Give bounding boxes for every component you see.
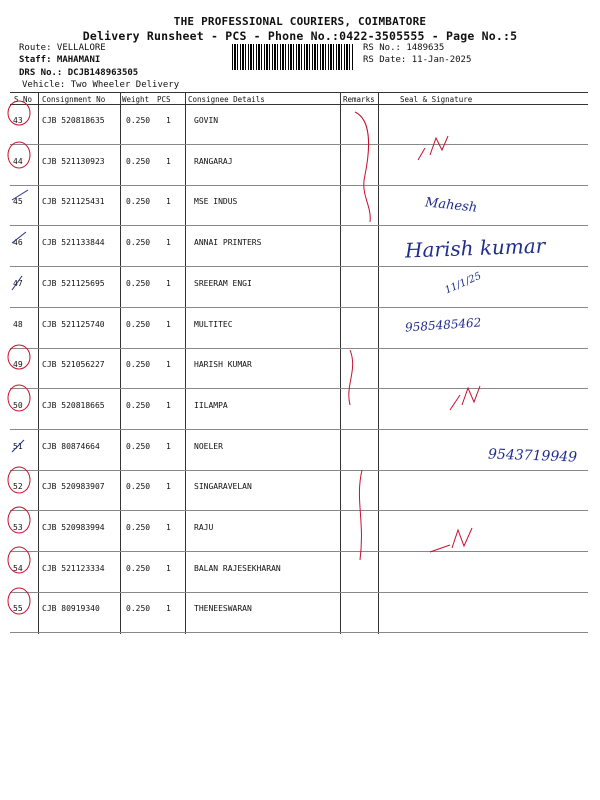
table-row xyxy=(10,267,588,308)
handwritten-date: 11/1/25 xyxy=(443,270,484,297)
consignment-number-cell: CJB 521123334 xyxy=(42,563,105,573)
company-title: THE PROFESSIONAL COURIERS, COIMBATORE xyxy=(173,15,427,28)
serial-number-cell: 45 xyxy=(13,197,23,207)
runsheet-subtitle: Delivery Runsheet - PCS - Phone No.:0422-3505555 - Page No.:5 xyxy=(82,29,518,43)
pcs-cell: 1 xyxy=(166,523,171,532)
serial-number-cell: 55 xyxy=(13,604,23,614)
weight-cell: 0.250 xyxy=(126,116,151,125)
barcode xyxy=(232,44,354,70)
consignee-name-cell: THENEESWARAN xyxy=(194,604,252,614)
weight-cell: 0.250 xyxy=(126,523,151,532)
weight-cell: 0.250 xyxy=(126,156,151,166)
serial-number-cell: 50 xyxy=(13,400,23,410)
consignment-number-cell: CJB 80874664 xyxy=(42,441,100,451)
handwritten-phone: 9543719949 xyxy=(487,446,578,466)
table-row xyxy=(10,389,588,430)
consignment-number-cell: CJB 520818665 xyxy=(42,400,105,410)
weight-cell: 0.250 xyxy=(126,441,151,451)
pcs-cell: 1 xyxy=(166,238,171,248)
col-sno-header: S No xyxy=(14,95,33,104)
consignment-number-cell: CJB 521125431 xyxy=(42,197,105,207)
table-row xyxy=(10,308,588,349)
route-label: Route: VELLALORE xyxy=(19,43,106,53)
consignment-number-cell: CJB 80919340 xyxy=(42,604,100,614)
pcs-cell: 1 xyxy=(166,116,171,125)
consignment-number-cell: CJB 520983994 xyxy=(42,523,105,532)
staff-label: Staff: MAHAMANI xyxy=(19,55,101,65)
rs-number: RS No.: 1489635 xyxy=(363,43,445,53)
col-seal-header: Seal & Signature xyxy=(400,95,473,104)
table-row xyxy=(10,185,588,226)
pcs-cell: 1 xyxy=(166,563,171,573)
consignee-name-cell: BALAN RAJESEKHARAN xyxy=(194,563,281,573)
consignment-number-cell: CJB 521125695 xyxy=(42,278,105,288)
pcs-cell: 1 xyxy=(166,319,171,329)
consignee-name-cell: IILAMPA xyxy=(194,400,228,410)
consignee-name-cell: SINGARAVELAN xyxy=(194,482,252,492)
consignee-name-cell: NOELER xyxy=(194,441,223,451)
handwritten-note: Mahesh xyxy=(424,195,478,216)
consignment-number-cell: CJB 520983907 xyxy=(42,482,105,492)
consignee-name-cell: GOVIN xyxy=(194,116,219,125)
weight-cell: 0.250 xyxy=(126,604,151,614)
weight-cell: 0.250 xyxy=(126,563,151,573)
table-row xyxy=(10,145,588,186)
pcs-cell: 1 xyxy=(166,604,171,614)
col-pcs-header: PCS xyxy=(157,95,171,104)
serial-number-cell: 49 xyxy=(13,360,23,370)
consignment-number-cell: CJB 521130923 xyxy=(42,156,105,166)
table-top-rule xyxy=(10,92,588,93)
pcs-cell: 1 xyxy=(166,278,171,288)
serial-number-cell: 54 xyxy=(13,563,23,573)
serial-number-cell: 47 xyxy=(13,278,23,288)
pcs-cell: 1 xyxy=(166,400,171,410)
col-consignee-header: Consignee Details xyxy=(188,95,265,104)
pcs-cell: 1 xyxy=(166,482,171,492)
consignee-name-cell: HARISH KUMAR xyxy=(194,360,252,370)
table-row xyxy=(10,104,588,145)
table-row xyxy=(10,348,588,389)
pcs-cell: 1 xyxy=(166,441,171,451)
serial-number-cell: 51 xyxy=(13,441,23,451)
pcs-cell: 1 xyxy=(166,156,171,166)
weight-cell: 0.250 xyxy=(126,319,151,329)
consignee-name-cell: MSE INDUS xyxy=(194,197,238,207)
handwritten-phone: 9585485462 xyxy=(404,315,482,335)
consignment-number-cell: CJB 521125740 xyxy=(42,319,105,329)
consignment-number-cell: CJB 520818635 xyxy=(42,116,105,125)
rs-date: RS Date: 11-Jan-2025 xyxy=(363,55,472,65)
col-remarks-header: Remarks xyxy=(343,95,375,104)
serial-number-cell: 53 xyxy=(13,523,23,532)
consignee-name-cell: RAJU xyxy=(194,523,214,532)
col-consignment-header: Consignment No xyxy=(42,95,106,104)
drs-label: DRS No.: DCJB148963505 xyxy=(19,68,139,78)
serial-number-cell: 48 xyxy=(13,319,23,329)
weight-cell: 0.250 xyxy=(126,482,151,492)
consignee-name-cell: RANGARAJ xyxy=(194,156,233,166)
consignee-name-cell: MULTITEC xyxy=(194,319,233,329)
col-weight-header: Weight xyxy=(122,95,150,104)
table-row xyxy=(10,552,588,593)
consignment-number-cell: CJB 521056227 xyxy=(42,360,105,370)
row-divider xyxy=(10,632,588,633)
serial-number-cell: 43 xyxy=(13,116,23,125)
weight-cell: 0.250 xyxy=(126,360,151,370)
serial-number-cell: 44 xyxy=(13,156,23,166)
pcs-cell: 1 xyxy=(166,197,171,207)
weight-cell: 0.250 xyxy=(126,278,151,288)
consignee-name-cell: ANNAI PRINTERS xyxy=(194,238,262,248)
table-row xyxy=(10,470,588,511)
serial-number-cell: 46 xyxy=(13,238,23,248)
table-row xyxy=(10,511,588,552)
serial-number-cell: 52 xyxy=(13,482,23,492)
vehicle-label: Vehicle: Two Wheeler Delivery xyxy=(22,80,180,90)
handwritten-signature: Harish kumar xyxy=(404,233,546,263)
weight-cell: 0.250 xyxy=(126,400,151,410)
pcs-cell: 1 xyxy=(166,360,171,370)
consignment-number-cell: CJB 521133844 xyxy=(42,238,105,248)
table-row xyxy=(10,592,588,633)
weight-cell: 0.250 xyxy=(126,238,151,248)
consignee-name-cell: SREERAM ENGI xyxy=(194,278,252,288)
weight-cell: 0.250 xyxy=(126,197,151,207)
